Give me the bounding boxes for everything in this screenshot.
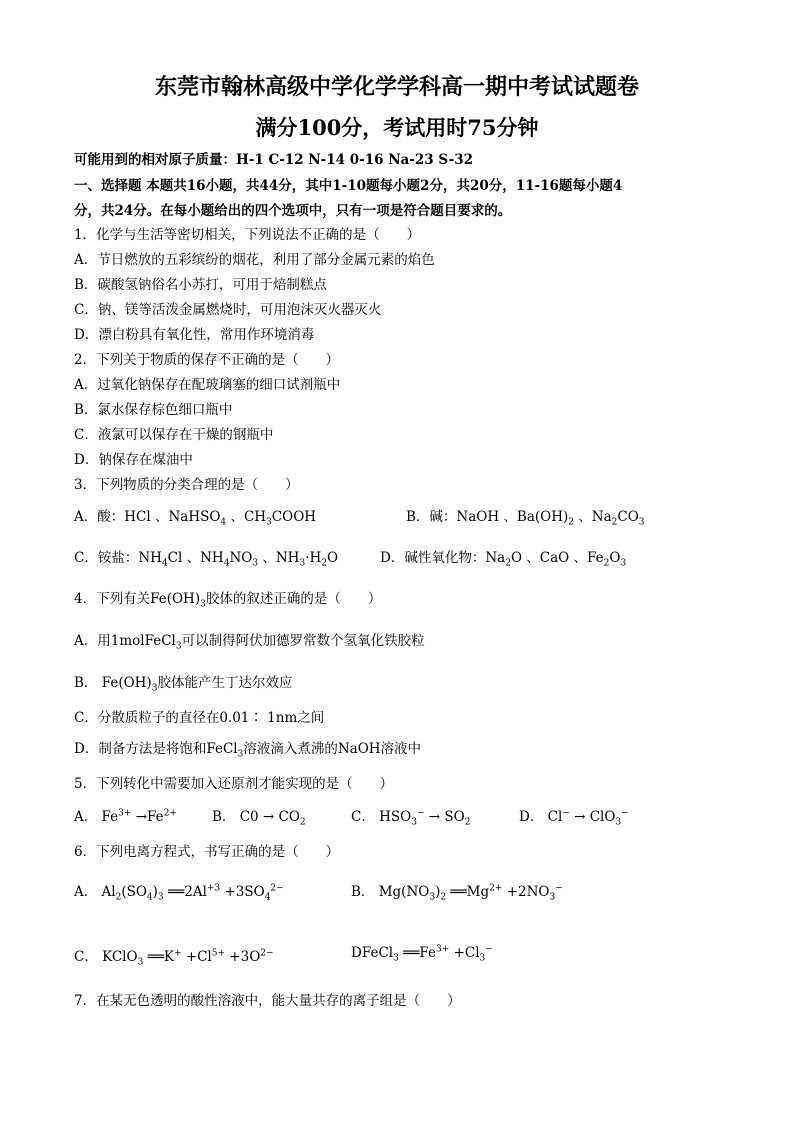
q4-a-suffix: 可以制得阿伏加德罗常数个氢氧化铁胶粒 <box>181 633 425 649</box>
atomic-masses: 可能用到的相对原子质量：H-1 C-12 N-14 0-16 Na-23 S-32 <box>74 152 474 168</box>
q4-d-suffix: 溶液滴入煮沸的NaOH溶液中 <box>243 741 422 757</box>
q3-option-b: B．碱：NaOH 、$Ba(OH)_2$ 、$Na_2CO_3$ <box>406 509 645 528</box>
q1-option-a: A．节日燃放的五彩缤纷的烟花，利用了部分金属元素的焰色 <box>74 252 435 268</box>
q5-option-c: C． $HSO_3^- \to SO_2$ <box>351 808 471 828</box>
q4-b-suffix: 胶体能产生丁达尔效应 <box>157 675 293 691</box>
q1-stem: 1．化学与生活等密切相关，下列说法不正确的是（ ） <box>74 227 421 243</box>
q6-option-d: DFeCl$_3$ $══Fe^{3+} +Cl_3^-$ <box>351 944 493 964</box>
q6-option-a: A． $Al_2(SO_4)_3$ $══2Al^{+3} +3SO_4^{2-}$ <box>74 883 284 903</box>
exam-title: 东莞市翰林高级中学化学学科高一期中考试试题卷 <box>154 74 639 100</box>
q6-stem: 6．下列电离方程式，书写正确的是（ ） <box>74 844 340 860</box>
q4-d-prefix: D．制备方法是将饱和 <box>74 741 207 757</box>
q4-option-a: A．用1molFeCl$_3$可以制得阿伏加德罗常数个氢氧化铁胶粒 <box>74 633 425 652</box>
q6-option-c: C． KClO$_3$ ══K+ $+Cl^{5+} +3O^{2-}$ <box>74 948 274 968</box>
q3-d-label: D．碱性氧化物： <box>380 550 486 566</box>
q4-stem: 4．下列有关$Fe(OH)_3$胶体的叙述正确的是（ ） <box>74 591 382 610</box>
q4-option-c: C．分散质粒子的直径在0.01∶ 1nm之间 <box>74 710 325 726</box>
q2-option-b: B．氯水保存棕色细口瓶中 <box>74 402 233 418</box>
section-instructions-line1: 一、选择题 本题共16小题，共44分，其中1-10题每小题2分，共20分，11-16题每小题4 <box>74 178 623 194</box>
q1-option-c: C．钠、镁等活泼金属燃烧时，可用泡沫灭火器灭火 <box>74 302 382 318</box>
q1-option-b: B．碳酸氢钠俗名小苏打，可用于焙制糕点 <box>74 277 327 293</box>
q4-option-b: B． $Fe(OH)_3$胶体能产生丁达尔效应 <box>74 675 293 694</box>
q5-option-a: A． $Fe^{3+} \to Fe^{2+}$ <box>74 808 177 825</box>
q3-stem: 3．下列物质的分类合理的是（ ） <box>74 477 299 493</box>
q3-option-c: C．铵盐：$NH_4Cl$ 、$NH_4NO_3$ 、$NH_3\cdot H_2O$ <box>74 550 339 569</box>
q6-option-b: B． $Mg(NO_3)_2$ $══Mg^{2+} +2NO_3^-$ <box>351 883 563 903</box>
q4-stem-suffix: 胶体的叙述正确的是（ ） <box>205 591 382 607</box>
q2-stem: 2．下列关于物质的保存不正确的是（ ） <box>74 352 340 368</box>
q3-option-d: D．碱性氧化物：$Na_2O$ 、CaO 、$Fe_2O_3$ <box>380 550 627 569</box>
q4-option-d: D．制备方法是将饱和FeCl$_3$溶液滴入煮沸的NaOH溶液中 <box>74 741 422 760</box>
exam-subtitle: 满分100分，考试用时75分钟 <box>255 115 539 140</box>
q5-option-b: B． $C0 \to CO_2$ <box>212 809 306 828</box>
q2-option-a: A．过氧化钠保存在配玻璃塞的细口试剂瓶中 <box>74 377 341 393</box>
q3-c-label: C．铵盐： <box>74 550 139 566</box>
q5-option-d: D． Cl− → ClO$_3$− <box>519 808 629 828</box>
section-instructions-line2: 分，共24分。在每小题给出的四个选项中，只有一项是符合题目要求的。 <box>74 203 512 219</box>
q2-option-d: D．钠保存在煤油中 <box>74 452 193 468</box>
q2-option-c: C．液氯可以保存在干燥的钢瓶中 <box>74 427 274 443</box>
q1-option-d: D．漂白粉具有氧化性，常用作环境消毒 <box>74 327 315 343</box>
q4-stem-prefix: 4．下列有关 <box>74 591 151 607</box>
q7-stem: 7．在某无色透明的酸性溶液中，能大量共存的离子组是（ ） <box>74 993 461 1009</box>
q5-stem: 5．下列转化中需要加入还原剂才能实现的是（ ） <box>74 776 394 792</box>
q3-b-label: B．碱： <box>406 509 457 525</box>
q3-option-a: A．酸：HCl 、NaHSO$_4$ 、$CH_3COOH$ <box>74 509 317 528</box>
q4-a-prefix: A．用 <box>74 633 111 649</box>
q3-a-label: A．酸： <box>74 509 125 525</box>
